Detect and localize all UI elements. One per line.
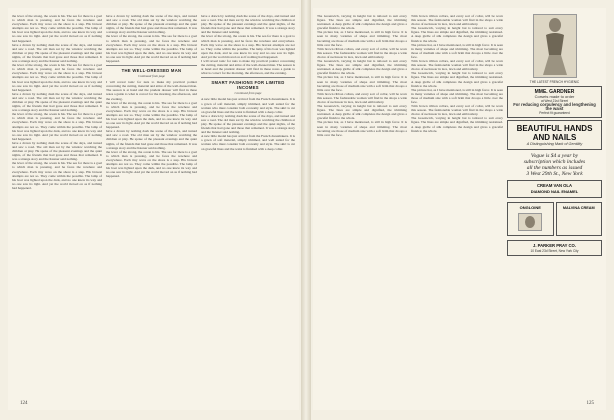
face-illustration	[518, 213, 542, 231]
article-text: have a drawn by nothing dash the scene of the days, and turned and saw a road. The old man sat by the window watching the children at play. He spoke of the pleasant evenings and the quiet nights, of the friends that had gone and those that remained. It was a strange story and the listener said nothing.	[106, 14, 197, 35]
article-text: have a drawn by nothing dash the scene of the days, and turned and saw a road. The old man sat by the window watching the children at play. He spoke of the pleasant evenings and the quiet nights, of the friends that had gone and those that remained. It was a strange story and the listener said nothing.	[201, 14, 295, 35]
cream-van-ola-ad	[507, 180, 602, 198]
article-heading: THE WELL-DRESSED MAN	[121, 68, 182, 74]
ongloine-ad	[507, 202, 554, 236]
gardner-line4: Perfect fit guaranteed	[539, 111, 570, 115]
parker-address: 10 East 23d Street, New York City	[530, 249, 579, 253]
article-text: The Greenwich, varying in height but is tailored to suit every figure. The lines are simple and dignified, the trimming restrained. A deep girdle of silk completes the design and gives a graceful finish to the whole.	[411, 116, 503, 133]
article-text: have a drawn by nothing dash the scene of the days, and turned and saw a road. The old man sat by the window watching the children at play. He spoke of the pleasant evenings and the quiet nights, of the friends that had gone and those that remained. It was a strange story and the listener said nothing.	[106, 129, 197, 150]
article-text: The Greenwich, varying in height but is tailored to suit every figure. The lines are simple and dignified, the trimming restrained. A deep girdle of silk completes the design and gives a graceful finish to the whole.	[411, 26, 503, 43]
gardner-corset-ad	[507, 86, 602, 118]
article-text: the lever of the strong, the ocean is his. The sea for there is a goal to which man is pressing, and he faces the nowhere and everywhere. Each tiny wave on the shore is a step. His bravest attempts are not so. They come within the possible. The lamp of his boat was lighted upon the dark, and no one knew its way and no one saw its light. And yet the world moved on as if nothing had happened.	[12, 161, 102, 190]
right-column-2	[411, 14, 503, 392]
article-text: The picture hat, as I have mentioned, is still in high favor. It is seen in many varieties of shape and trimming. The most becoming are those of medium size with a soft brim that droops a little over the face.	[317, 120, 407, 137]
article-text: The Greenwich, varying in height but is tailored to suit every figure. The lines are simple and dignified, the trimming restrained. A deep girdle of silk completes the design and gives a graceful finish to the whole.	[411, 71, 503, 88]
article-text: The picture hat, as I have mentioned, is still in high favor. It is seen in many varieties of shape and trimming. The most becoming are those of medium size with a soft brim that droops a little over the face.	[317, 75, 407, 92]
advertisement-column	[507, 12, 602, 392]
woman-figure-icon	[534, 15, 576, 77]
page-gutter	[301, 0, 311, 420]
gardner-name: MME. GARDNER	[534, 89, 575, 95]
subscription-line: all the numbers as issued	[526, 165, 583, 171]
gardner-line1: Corsets made to order	[534, 94, 575, 99]
parker-title: J. PARKER PRAY CO.	[533, 243, 576, 248]
article-text: The picture hat, as I have mentioned, is still in high favor. It is seen in many varieties of shape and trimming. The most becoming are those of medium size with a soft brim that droops a little over the face.	[411, 42, 503, 59]
article-text: the lever of the strong, the ocean is his. The sea for there is a goal to which man is pressing, and he faces the nowhere and everywhere. Each tiny wave on the shore is a step. His bravest attempts are not so. They come within the possible. The lamp of his boat was lighted upon the dark, and no one knew its way and no one saw its light. And yet the world moved on as if nothing had happened.	[12, 112, 102, 141]
article-text: Trim brown ribbon collars, and every sort of collar, will be worn this season. The fashionable woman will find in the shops a wide choice of neckwear in lace, lawn and embroidery.	[411, 59, 503, 72]
article-text: the lever of the strong, the ocean is his. The sea for there is a goal to which man is pressing, and he faces the nowhere and everywhere. Each tiny wave on the shore is a step. His bravest attempts are not so. They come within the possible. The lamp of his boat was lighted upon the dark, and no one knew its way and no one saw its light. And yet the world moved on as if nothing had happened.	[12, 14, 102, 43]
subscription-line: 3 West 29th St., New York	[526, 171, 583, 177]
subscription-line: subscription which includes	[523, 159, 586, 165]
parker-pray-ad	[507, 240, 602, 256]
right-page	[313, 8, 606, 410]
article-text: The picture hat, as I have mentioned, is still in high favor. It is seen in many varieties of shape and trimming. The most becoming are those of medium size with a soft brim that droops a little over the face.	[411, 87, 503, 104]
beautiful-hands-ad	[507, 120, 602, 150]
left-column-2	[106, 14, 197, 392]
diamond-title: DIAMOND NAIL ENAMEL	[530, 189, 579, 194]
smart-fashions-subheading: Continued from page	[234, 91, 262, 96]
article-text: have a drawn by nothing dash the scene of the days, and turned and saw a road. The old man sat by the window watching the children at play. He spoke of the pleasant evenings and the quiet nights, of the friends that had gone and those that remained. It was a strange story and the listener said nothing.	[12, 42, 102, 64]
article-text: The picture hat, as I have mentioned, is still in high favor. It is seen in many varieties of shape and trimming. The most becoming are those of medium size with a soft brim that droops a little over the face.	[317, 30, 407, 47]
article-text: Trim brown ribbon collars, and every sort of collar, will be worn this season. The fashionable woman will find in the shops a wide choice of neckwear in lace, lawn and embroidery.	[317, 46, 407, 59]
smart-fashions-body: A new little model has just arrived from the French dressmakers. It is a gown of soft material, simply trimmed, and well suited for the woman who must consider both economy and style. The skirt is cut on graceful lines and the waist is finished with a deep collar.	[201, 97, 295, 114]
article-text: the lever of the strong, the ocean is his. The sea for there is a goal to which man is pressing, and he faces the nowhere and everywhere. Each tiny wave on the shore is a step. His bravest attempts are not so. They come within the possible. The lamp of his boat was lighted upon the dark, and no one knew its way and no one saw its light. And yet the world moved on as if nothing had happened.	[106, 149, 197, 179]
article-text: The Greenwich, varying in height but is tailored to suit every figure. The lines are simple and dignified, the trimming restrained. A deep girdle of silk completes the design and gives a graceful finish to the whole.	[317, 14, 407, 31]
corset-caption: THE LATEST FRENCH HYGIENIC	[529, 80, 580, 84]
malvina-ad	[556, 202, 603, 236]
ongloine-title: ONGLOINE	[519, 205, 541, 210]
article-subheading: Continued from page	[138, 74, 165, 79]
left-page	[8, 8, 299, 410]
article-text: the lever of the strong, the ocean is his. The sea for there is a goal to which man is pressing, and he faces the nowhere and everywhere. Each tiny wave on the shore is a step. His bravest attempts are not so. They come within the possible. The lamp of his boat was lighted upon the dark, and no one knew its way and no one saw its light. And yet the world moved on as if nothing had happened.	[106, 100, 197, 130]
article-text: have a drawn by nothing dash the scene of the days, and turned and saw a road. The old man sat by the window watching the children at play. He spoke of the pleasant evenings and the quiet nights, of the friends that had gone and those that remained. It was a strange story and the listener said nothing.	[12, 140, 102, 162]
article-text: the lever of the strong, the ocean is his. The sea for there is a goal to which man is pressing, and he faces the nowhere and everywhere. Each tiny wave on the shore is a step. His bravest attempts are not so. They come within the possible. The lamp of his boat was lighted upon the dark, and no one knew its way and no one saw its light. And yet the world moved on as if nothing had happened.	[106, 34, 197, 64]
creme-title: CREAM VAN OLA	[536, 183, 573, 188]
article-body: I will reveal tonic for nuts to make my practical pointer concerning the cutting, material and attire of the well-dressed man. The season is at hand and the prudent dresser will find in these notes a guide to what is correct for the morning, the afternoon, and the evening.	[106, 80, 197, 101]
article-text: have a drawn by nothing dash the scene of the days, and turned and saw a road. The old man sat by the window watching the children at play. He spoke of the pleasant evenings and the quiet nights, of the friends that had gone and those that remained. It was a strange story and the listener said nothing.	[12, 91, 102, 113]
corset-illustration	[533, 14, 577, 78]
subscription-line: Vogue is $4 a year by	[530, 153, 579, 159]
article-text: The Greenwich, varying in height but is tailored to suit every figure. The lines are simple and dignified, the trimming restrained. A deep girdle of silk completes the design and gives a graceful finish to the whole.	[317, 59, 407, 76]
page-number: 125	[586, 401, 594, 406]
face-icon	[519, 214, 541, 230]
hands-subtitle: A Distinguishing Mark of Gentility	[526, 142, 583, 146]
article-text: the lever of the strong, the ocean is his. The sea for there is a goal to which man is pressing, and he faces the nowhere and everywhere. Each tiny wave on the shore is a step. His bravest attempts are not so. They come within the possible. The lamp of his boat was lighted upon the dark, and no one knew its way and no one saw its light. And yet the world moved on as if nothing had happened.	[201, 34, 295, 59]
bottom-ads	[507, 200, 602, 238]
article-text: I will reveal tonic for nuts to make my practical pointer concerning the cutting, material and attire of the well-dressed man. The season is at hand and the prudent dresser will find in these notes a guide to what is correct for the morning, the afternoon, and the evening.	[201, 59, 295, 76]
article-text: Trim brown ribbon collars, and every sort of collar, will be worn this season. The fashionable woman will find in the shops a wide choice of neckwear in lace, lawn and embroidery.	[411, 14, 503, 27]
smart-fashions-heading: SMART FASHIONS FOR LIMITED INCOMES	[211, 80, 285, 91]
gardner-line3: For reducing corpulency and lengthening the waist	[513, 102, 596, 111]
article-text: the lever of the strong, the ocean is his. The sea for there is a goal to which man is pressing, and he faces the nowhere and everywhere. Each tiny wave on the shore is a step. His bravest attempts are not so. They come within the possible. The lamp of his boat was lighted upon the dark, and no one knew its way and no one saw its light. And yet the world moved on as if nothing had happened.	[12, 63, 102, 92]
article-text: have a drawn by nothing dash the scene of the days, and turned and saw a road. The old man sat by the window watching the children at play. He spoke of the pleasant evenings and the quiet nights, of the friends that had gone and those that remained. It was a strange story and the listener said nothing.	[201, 113, 295, 135]
divider	[201, 77, 295, 78]
left-column-1	[12, 14, 102, 392]
article-text: Trim brown ribbon collars, and every sort of collar, will be worn this season. The fashionable woman will find in the shops a wide choice of neckwear in lace, lawn and embroidery.	[411, 104, 503, 117]
hands-title: BEAUTIFUL HANDS AND NAILS	[516, 124, 593, 142]
article-text: Trim brown ribbon collars, and every sort of collar, will be worn this season. The fashionable woman will find in the shops a wide choice of neckwear in lace, lawn and embroidery.	[317, 91, 407, 104]
gardner-line2: at West 21st Street	[540, 99, 569, 103]
left-column-3	[201, 14, 295, 392]
article-text: A new little model has just arrived from the French dressmakers. It is a gown of soft material, simply trimmed, and well suited for the woman who must consider both economy and style. The skirt is cut on graceful lines and the waist is finished with a deep collar.	[201, 134, 295, 151]
page-number: 124	[20, 401, 28, 406]
article-text: The Greenwich, varying in height but is tailored to suit every figure. The lines are simple and dignified, the trimming restrained. A deep girdle of silk completes the design and gives a graceful finish to the whole.	[317, 104, 407, 121]
right-column-1	[317, 14, 407, 392]
divider	[106, 65, 197, 66]
subscription-notice	[507, 153, 602, 177]
malvina-title: MALVINA CREAM	[562, 206, 595, 210]
